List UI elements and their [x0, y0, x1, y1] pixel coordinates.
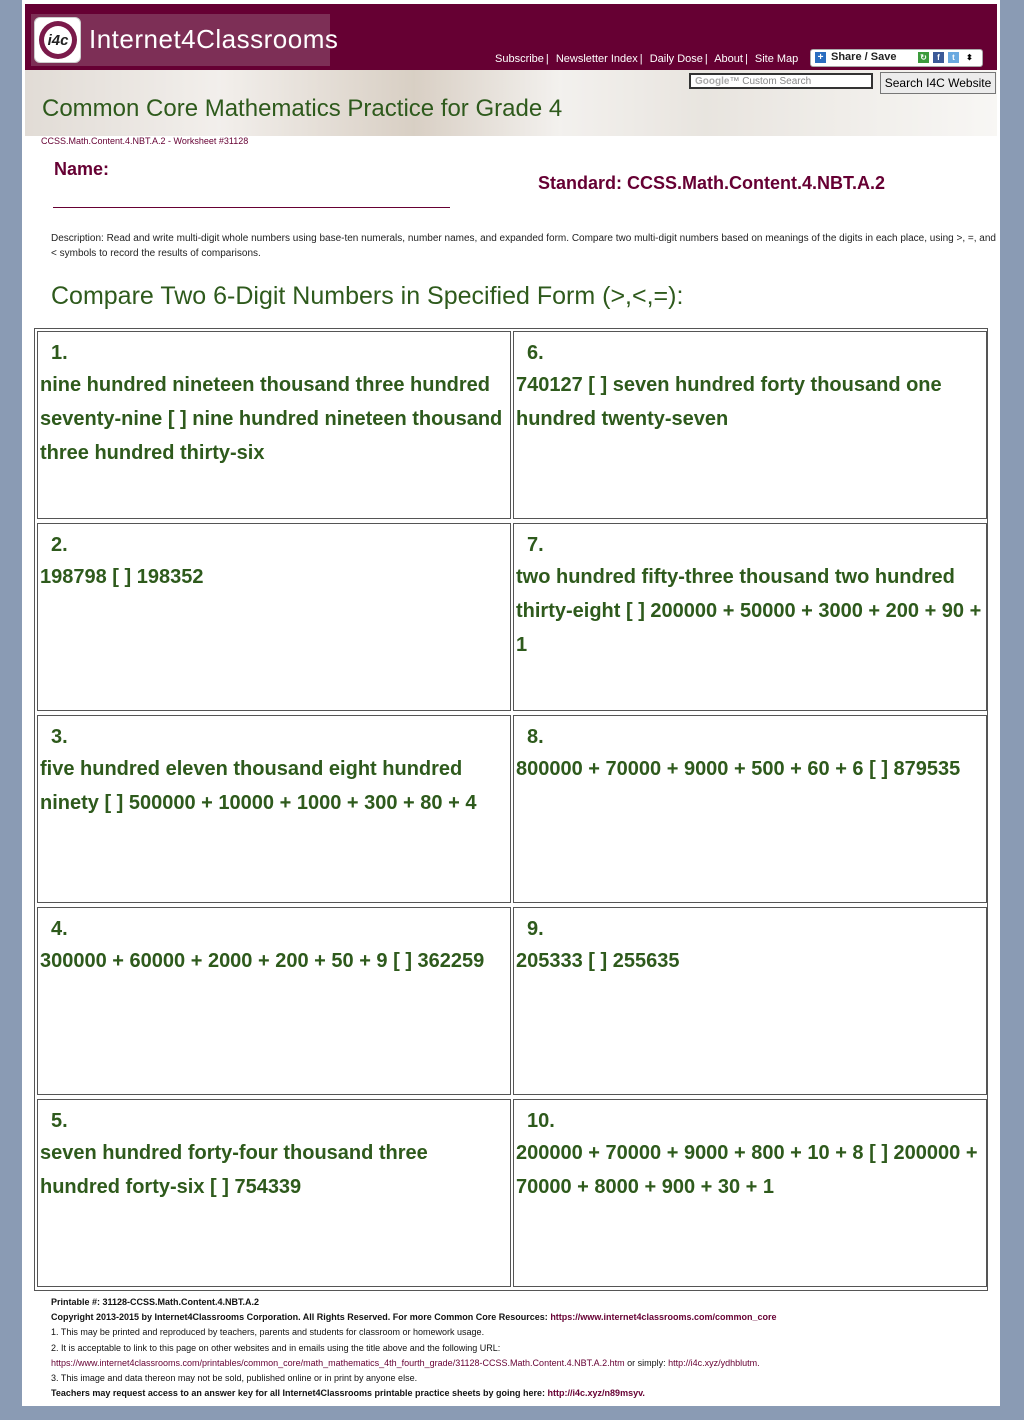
breadcrumb: CCSS.Math.Content.4.NBT.A.2 - Worksheet #31128 — [41, 136, 249, 146]
short-url-link[interactable]: http://i4c.xyz/ydhblutm. — [668, 1357, 760, 1368]
nav-subscribe-link[interactable]: Subscribe — [495, 53, 544, 65]
question-text: 740127 [ ] seven hundred forty thousand one hundred twenty-seven — [516, 374, 942, 430]
search-button[interactable]: Search I4C Website — [880, 72, 996, 94]
twitter-icon: t — [948, 52, 959, 63]
printable-number: Printable #: 31128-CCSS.Math.Content.4.NBT.A.2 — [51, 1297, 260, 1307]
worksheet-page — [22, 0, 1000, 1406]
site-logo[interactable] — [31, 14, 339, 66]
site-banner — [25, 4, 997, 70]
nav-site-map-link[interactable]: Site Map — [754, 53, 799, 65]
answer-key-note: Teachers may request access to an answer key for all Internet4Classrooms printable practice sheets by going here: http://i4c.xyz/n89msyv. — [51, 1388, 645, 1399]
share-green-icon: ↻ — [918, 52, 929, 63]
question-cell: 6. 740127 [ ] seven hundred forty thousand one hundred twenty-seven — [513, 331, 987, 519]
common-core-link[interactable]: https://www.internet4classrooms.com/common_core — [550, 1312, 777, 1323]
nav-about-link[interactable]: About — [714, 53, 743, 65]
usage-note-1: 1. This may be printed and reproduced by teachers, parents and students for classroom or homework usage. — [51, 1327, 485, 1338]
logo-text: Internet4Classrooms — [89, 24, 339, 54]
question-cell: 10. 200000 + 70000 + 9000 + 800 + 10 + 8 [ ] 200000 + 70000 + 8000 + 900 + 30 + 1 — [513, 1099, 987, 1287]
name-underline — [53, 207, 450, 208]
question-cell: 2. 198798 [ ] 198352 — [37, 523, 511, 711]
usage-note-2-url: https://www.internet4classrooms.com/printables/common_core/math_mathematics_4th_fourth_grade/31128-CCSS.Math.Content.4.NBT.A.2.htm or simply: http://i4c.xyz/ydhblutm. — [51, 1357, 760, 1368]
usage-note-3: 3. This image and data thereon may not be sold, published online or in print by anyone else. — [51, 1373, 418, 1384]
facebook-icon: f — [933, 52, 944, 63]
question-cell: 9. 205333 [ ] 255635 — [513, 907, 987, 1095]
copyright: Copyright 2013-2015 by Internet4Classrooms Corporation. All Rights Reserved. For more Common Core Resources: https://www.internet4classrooms.com/common_core — [51, 1312, 777, 1323]
footer — [51, 1295, 991, 1401]
name-label: Name: — [54, 159, 110, 179]
question-text: two hundred fifty-three thousand two hundred thirty-eight [ ] 200000 + 50000 + 3000 + 200 + 90 + 1 — [516, 566, 982, 656]
question-text: 300000 + 60000 + 2000 + 200 + 50 + 9 [ ] 362259 — [40, 950, 485, 972]
answer-key-link[interactable]: http://i4c.xyz/n89msyv. — [547, 1388, 645, 1399]
share-save-button[interactable]: + Share / Save ↻ f t ⬍ — [810, 49, 983, 67]
question-cell: 1. nine hundred nineteen thousand three hundred seventy-nine [ ] nine hundred nineteen thousand three hundred thirty-six — [37, 331, 511, 519]
dropdown-arrows-icon: ⬍ — [966, 53, 973, 62]
worksheet-heading: Compare Two 6-Digit Numbers in Specified Form (>,<,=): — [51, 282, 684, 310]
question-text: 800000 + 70000 + 9000 + 500 + 60 + 6 [ ] 879535 — [516, 758, 961, 780]
question-text: seven hundred forty-four thousand three hundred forty-six [ ] 754339 — [40, 1142, 428, 1198]
question-grid — [34, 328, 988, 1291]
question-text: 205333 [ ] 255635 — [516, 950, 680, 972]
usage-note-2: 2. It is acceptable to link to this page on other websites and in emails using the title above and the following URL: — [51, 1342, 501, 1353]
question-cell: 4. 300000 + 60000 + 2000 + 200 + 50 + 9 [ ] 362259 — [37, 907, 511, 1095]
standard-label: Standard: CCSS.Math.Content.4.NBT.A.2 — [538, 173, 886, 193]
question-cell: 7. two hundred fifty-three thousand two hundred thirty-eight [ ] 200000 + 50000 + 3000 + 200 + 90 + 1 — [513, 523, 987, 711]
question-text: nine hundred nineteen thousand three hundred seventy-nine [ ] nine hundred nineteen thousand three hundred thirty-six — [40, 374, 503, 464]
question-text: 198798 [ ] 198352 — [40, 566, 204, 588]
question-cell: 5. seven hundred forty-four thousand three hundred forty-six [ ] 754339 — [37, 1099, 511, 1287]
top-nav: Subscribe | Newsletter Index | Daily Dose | About | Site Map — [495, 53, 799, 65]
search-input[interactable]: Google™ Custom Search — [689, 73, 873, 89]
question-text: 200000 + 70000 + 9000 + 800 + 10 + 8 [ ] 200000 + 70000 + 8000 + 900 + 30 + 1 — [516, 1142, 978, 1198]
page-title: Common Core Mathematics Practice for Grade 4 — [42, 95, 563, 122]
worksheet-url-link[interactable]: https://www.internet4classrooms.com/printables/common_core/math_mathematics_4th_fourth_grade/31128-CCSS.Math.Content.4.NBT.A.2.htm — [51, 1357, 625, 1368]
question-cell: 3. five hundred eleven thousand eight hundred ninety [ ] 500000 + 10000 + 1000 + 300 + 80 + 4 — [37, 715, 511, 903]
nav-daily-dose-link[interactable]: Daily Dose — [649, 53, 703, 65]
question-cell: 8. 800000 + 70000 + 9000 + 500 + 60 + 6 [ ] 879535 — [513, 715, 987, 903]
description: Description: Read and write multi-digit whole numbers using base-ten numerals, number names, and expanded form. Compare two multi-digit numbers based on meanings of the digits in each place, using >, =, and < symbols to record the results of comparisons. — [51, 233, 996, 259]
question-text: five hundred eleven thousand eight hundred ninety [ ] 500000 + 10000 + 1000 + 300 + 80 + 4 — [40, 758, 477, 814]
share-plus-icon: + — [815, 52, 826, 63]
nav-newsletter-index-link[interactable]: Newsletter Index — [555, 53, 638, 65]
logo-badge-icon: i4c — [34, 17, 81, 63]
